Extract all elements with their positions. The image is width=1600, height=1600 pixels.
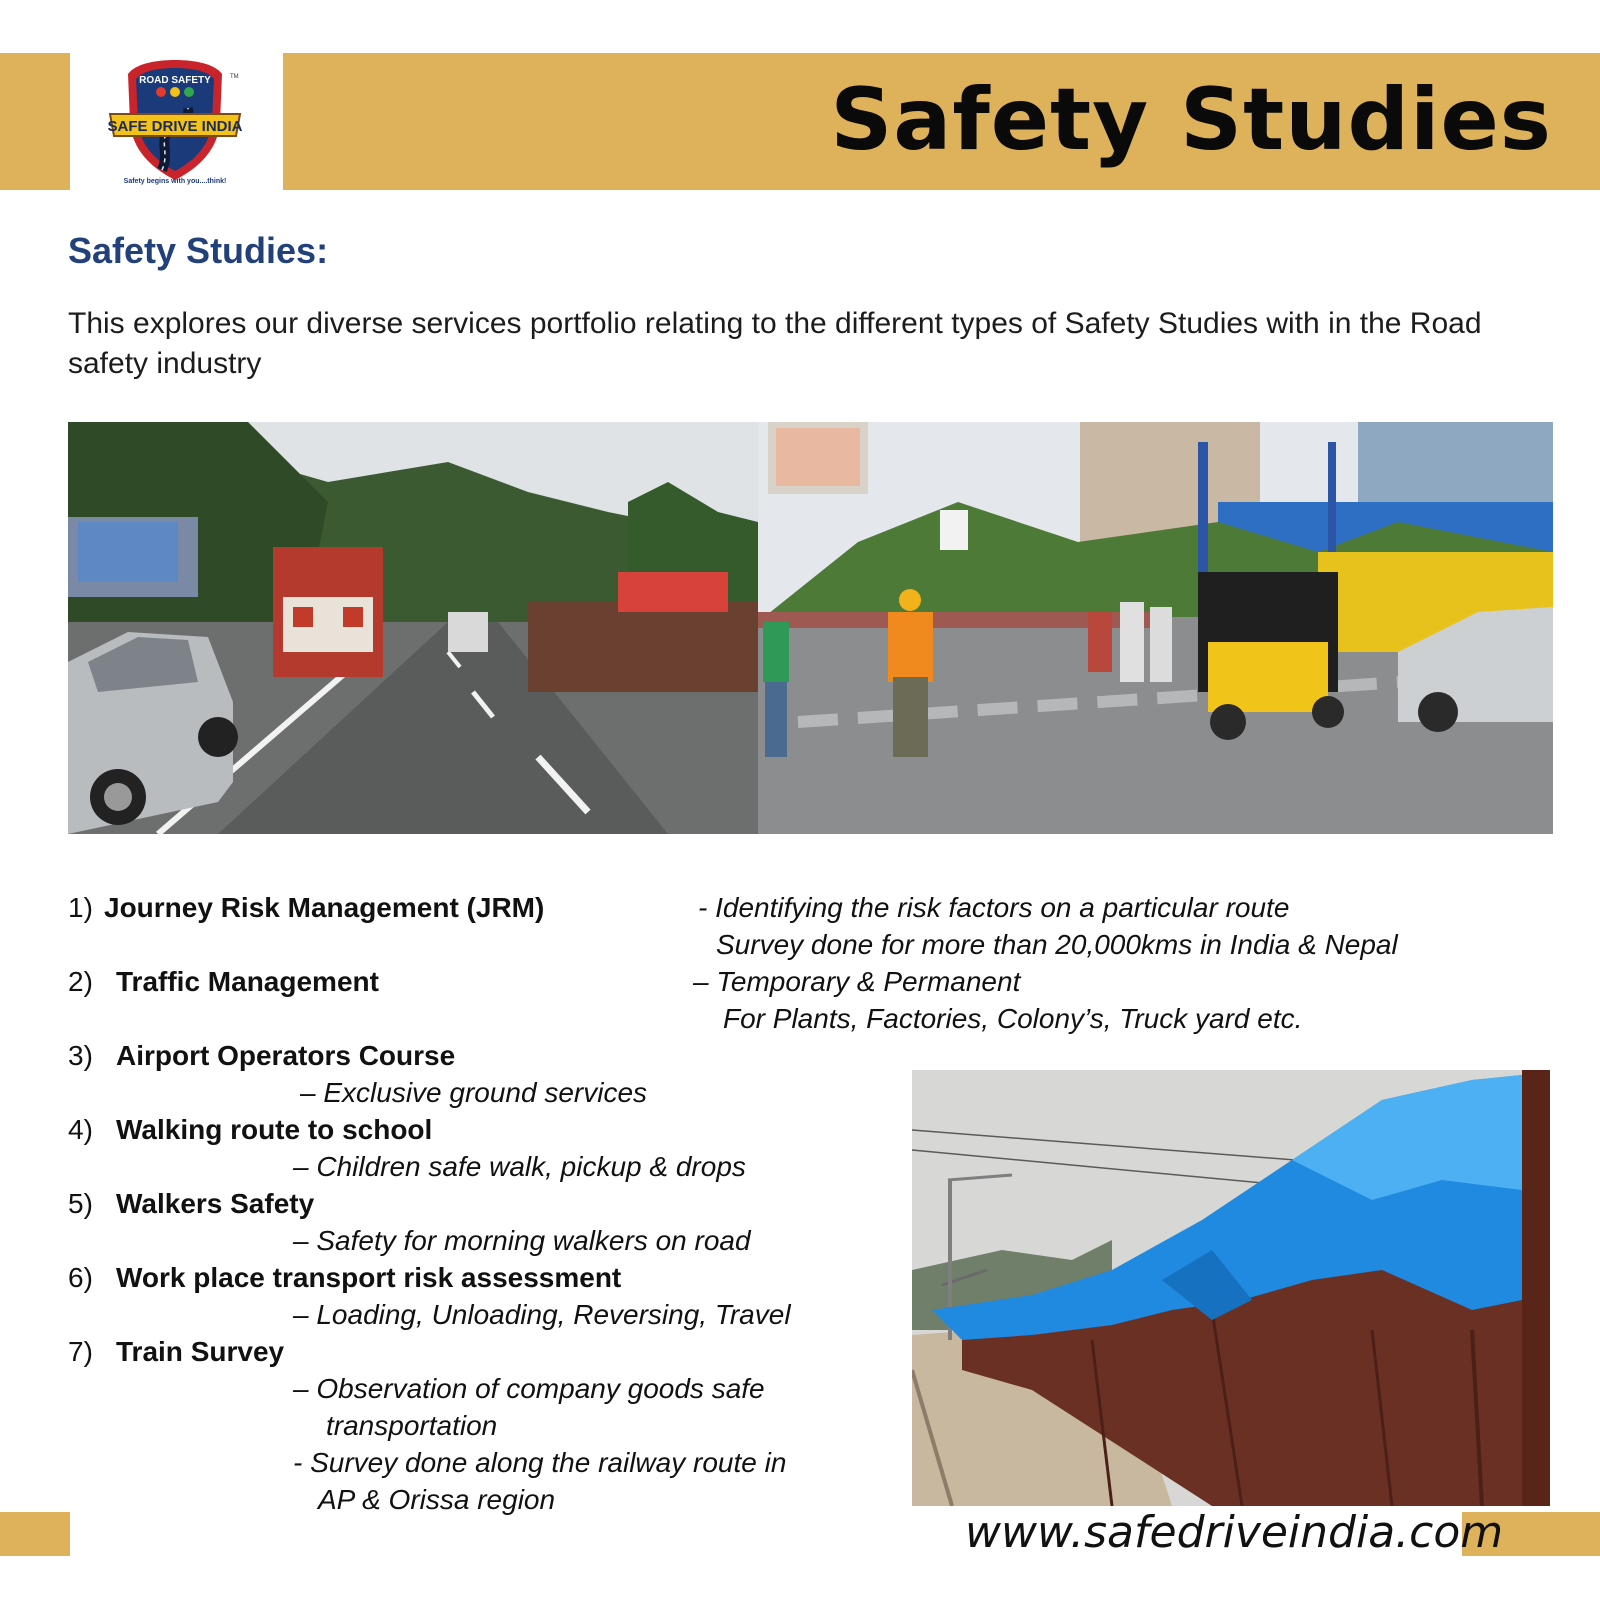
service-2-desc-1: – Temporary & Permanent	[693, 966, 1021, 997]
header-band-left	[0, 53, 70, 190]
service-7-desc-4: AP & Orissa region	[318, 1484, 556, 1515]
service-7-desc-1: – Observation of company goods safe	[293, 1373, 765, 1404]
service-4-title: Walking route to school	[116, 1114, 433, 1145]
service-1-desc-2: Survey done for more than 20,000kms in India & Nepal	[716, 929, 1398, 960]
service-7-desc-3: - Survey done along the railway route in	[293, 1447, 787, 1478]
footer-band-left	[0, 1512, 70, 1556]
service-3-desc-1: – Exclusive ground services	[300, 1077, 648, 1108]
service-7-title: Train Survey	[116, 1336, 285, 1367]
service-1-title: Journey Risk Management (JRM)	[104, 892, 545, 923]
service-6-desc-1: – Loading, Unloading, Reversing, Travel	[293, 1299, 791, 1330]
road-truck-photo	[68, 422, 758, 834]
section-heading: Safety Studies:	[68, 230, 329, 271]
service-6-title: Work place transport risk assessment	[116, 1262, 622, 1293]
service-2-desc-2: For Plants, Factories, Colony’s, Truck yard etc.	[723, 1003, 1303, 1034]
intro-paragraph: This explores our diverse services portfolio relating to the different types of Safety Studies with in the Road safety industry	[68, 307, 1482, 380]
service-4-number: 4)	[68, 1114, 93, 1145]
service-1-number: 1)	[68, 892, 93, 923]
logo-tagline: Safety begins with you....think!	[123, 178, 227, 185]
safe-drive-india-logo	[100, 52, 250, 192]
traffic-crossing-photo	[758, 422, 1553, 834]
service-7-desc-2: transportation	[326, 1410, 498, 1441]
service-3-number: 3)	[68, 1040, 93, 1071]
service-5-number: 5)	[68, 1188, 93, 1219]
service-3-title: Airport Operators Course	[116, 1040, 456, 1071]
logo-banner-text: SAFE DRIVE INDIA	[107, 118, 243, 135]
service-7-number: 7)	[68, 1336, 93, 1367]
service-5-desc-1: – Safety for morning walkers on road	[293, 1225, 751, 1256]
service-6-number: 6)	[68, 1262, 93, 1293]
service-5-title: Walkers Safety	[116, 1188, 315, 1219]
train-survey-photo	[912, 1070, 1550, 1506]
service-1-desc-1: - Identifying the risk factors on a particular route	[698, 892, 1290, 923]
logo-arc-text: ROAD SAFETY	[139, 75, 211, 86]
service-4-desc-1: – Children safe walk, pickup & drops	[293, 1151, 746, 1182]
website-link[interactable]: www.safedriveindia.com	[965, 1507, 1504, 1558]
logo-tm: TM	[230, 74, 239, 80]
service-2-title: Traffic Management	[116, 966, 379, 997]
service-2-number: 2)	[68, 966, 93, 997]
page-title: Safety Studies	[830, 70, 1552, 170]
